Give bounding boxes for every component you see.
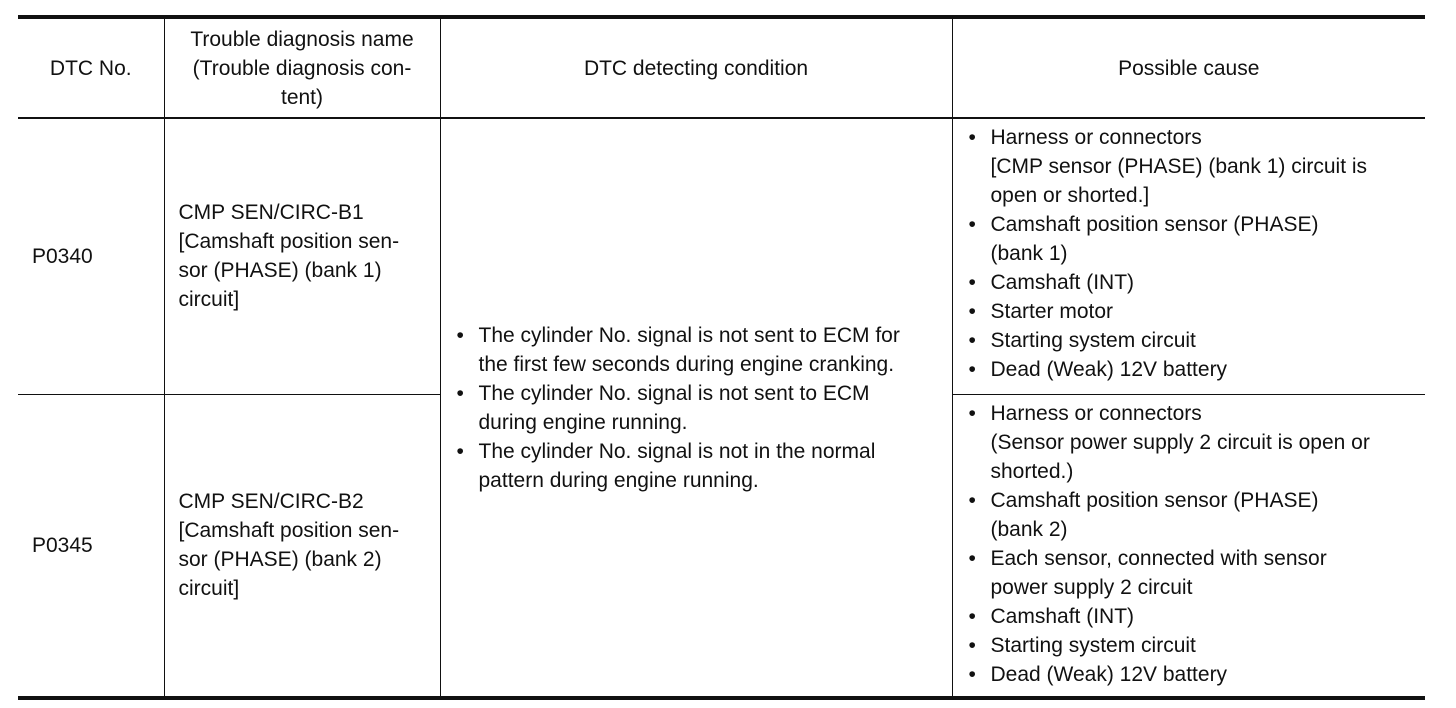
cause-line: • Camshaft position sensor (PHASE) — [990, 488, 1319, 512]
dtc-detecting-condition — [440, 118, 952, 698]
header-trouble-diagnosis-name — [164, 17, 440, 118]
name-line: sor (PHASE) (bank 2) — [178, 548, 382, 572]
table-row — [18, 118, 1425, 394]
cause-line: • Harness or connectors — [990, 126, 1202, 149]
condition-list — [455, 321, 946, 495]
possible-cause — [952, 118, 1425, 394]
dtc-table — [18, 15, 1425, 700]
cause-line: (bank 1) — [990, 242, 1068, 265]
dtc-code: P0340 — [18, 118, 164, 394]
name-line: circuit] — [178, 288, 240, 312]
cause-line: • Starting system circuit — [990, 329, 1196, 352]
cause-item — [967, 399, 1420, 486]
cause-line: (Sensor power supply 2 circuit is open or — [990, 430, 1370, 454]
condition-line: • The cylinder No. signal is not in the normal — [478, 439, 876, 463]
condition-item — [455, 321, 946, 379]
cause-line: • Dead (Weak) 12V battery — [990, 662, 1228, 686]
name-line: sor (PHASE) (bank 1) — [178, 259, 382, 283]
cause-line: • Starting system circuit — [990, 633, 1196, 657]
cause-line: • Dead (Weak) 12V battery — [990, 358, 1228, 381]
cause-line: [CMP sensor (PHASE) (bank 1) circuit is — [990, 155, 1368, 178]
header-name-line: tent) — [280, 85, 324, 109]
cause-item — [967, 631, 1420, 660]
condition-item — [455, 437, 946, 495]
cause-item — [967, 355, 1420, 384]
header-dtc-no: DTC No. — [18, 17, 164, 118]
dtc-code: P0345 — [18, 394, 164, 698]
cause-item — [967, 268, 1420, 297]
condition-line: during engine running. — [478, 410, 688, 434]
cause-line: • Camshaft position sensor (PHASE) — [990, 213, 1319, 236]
header-possible-cause: Possible cause — [952, 17, 1425, 118]
possible-cause — [952, 394, 1425, 698]
trouble-diagnosis-name — [164, 394, 440, 698]
trouble-diagnosis-name — [164, 118, 440, 394]
name-line: CMP SEN/CIRC-B1 — [178, 201, 364, 225]
cause-item — [967, 660, 1420, 689]
cause-item — [967, 123, 1420, 210]
condition-line: • The cylinder No. signal is not sent to ECM — [478, 381, 870, 405]
cause-list — [967, 399, 1420, 689]
cause-line: power supply 2 circuit — [990, 575, 1193, 599]
condition-line: • The cylinder No. signal is not sent to ECM for — [478, 323, 900, 347]
cause-line: (bank 2) — [990, 517, 1068, 541]
name-line: [Camshaft position sen- — [178, 230, 400, 254]
cause-item — [967, 544, 1420, 602]
cause-item — [967, 326, 1420, 355]
condition-item — [455, 379, 946, 437]
cause-line: • Starter motor — [990, 300, 1114, 323]
cause-list — [967, 123, 1420, 384]
cause-item — [967, 486, 1420, 544]
name-line: CMP SEN/CIRC-B2 — [178, 490, 364, 514]
condition-line: pattern during engine running. — [478, 468, 759, 492]
cause-item — [967, 297, 1420, 326]
cause-line: • Harness or connectors — [990, 401, 1202, 425]
cause-line: • Camshaft (INT) — [990, 604, 1135, 628]
name-line: circuit] — [178, 577, 240, 601]
name-line: [Camshaft position sen- — [178, 519, 400, 543]
cause-item — [967, 210, 1420, 268]
cause-line: • Each sensor, connected with sensor — [990, 546, 1327, 570]
header-name-line: Trouble diagnosis name — [190, 27, 414, 51]
header-name-line: (Trouble diagnosis con- — [192, 56, 412, 80]
condition-line: the first few seconds during engine cranking. — [478, 352, 895, 376]
cause-line: open or shorted.] — [990, 184, 1150, 207]
header-dtc-detecting-condition: DTC detecting condition — [440, 17, 952, 118]
cause-item — [967, 602, 1420, 631]
cause-line: • Camshaft (INT) — [990, 271, 1135, 294]
table-header-row — [18, 17, 1425, 118]
cause-line: shorted.) — [990, 459, 1074, 483]
